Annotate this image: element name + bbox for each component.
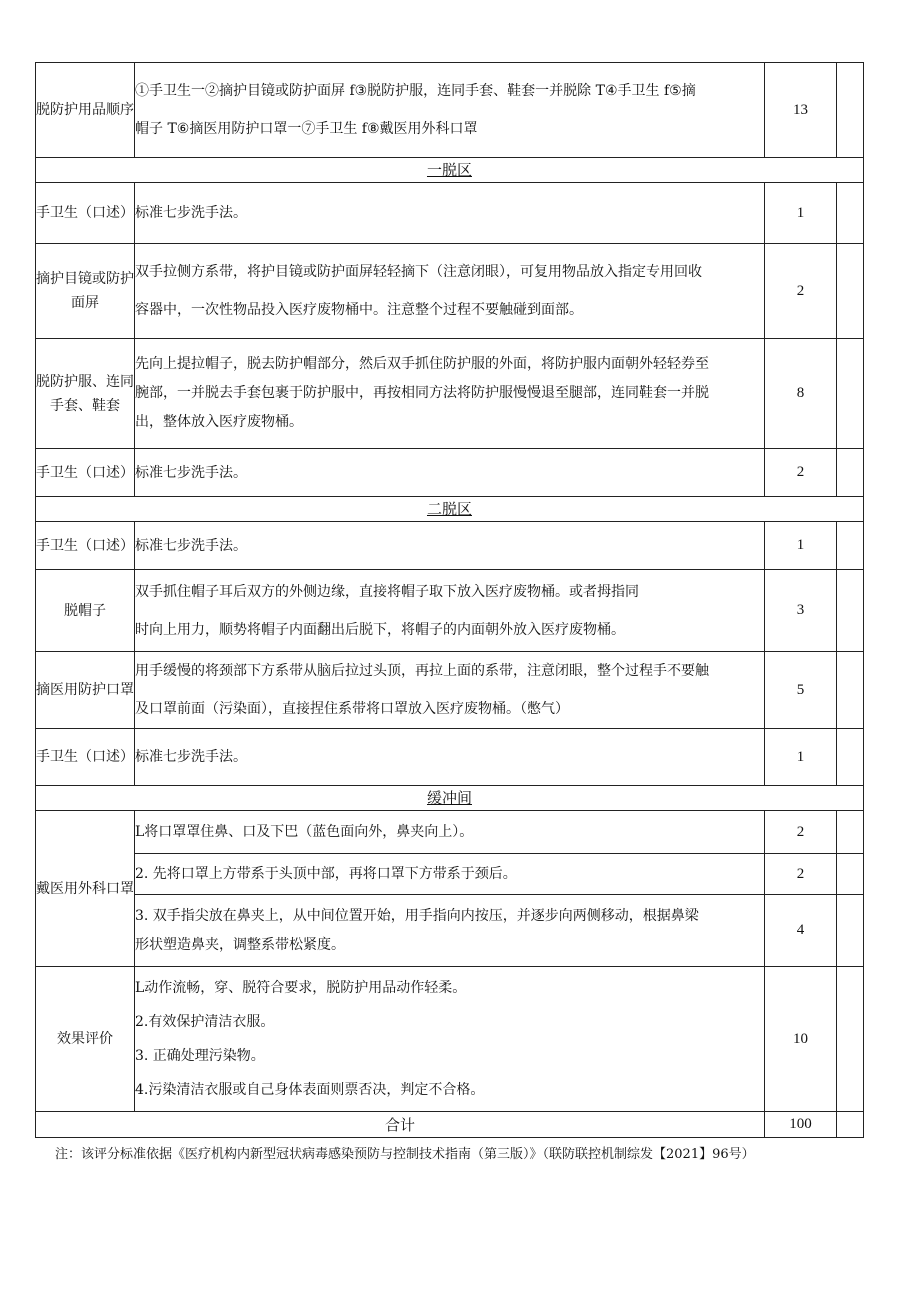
score-cell: 2 xyxy=(765,244,837,339)
item-content: 先向上提拉帽子，脱去防护帽部分，然后双手抓住防护服的外面，将防护服内面朝外轻轻券至 腕部，一并脱去手套包裹于防护服中，再按相同方法将防护服慢慢退至腿部，连同鞋套一并脱 出，整体放入医疗废物桶。 xyxy=(135,339,765,449)
item-name: 手卫生（口述） xyxy=(36,522,135,570)
item-name: 摘护目镜或防护面屏 xyxy=(36,244,135,339)
blank-cell xyxy=(837,339,864,449)
score-cell: 3 xyxy=(765,570,837,652)
item-content: 用手缓慢的将颈部下方系带从脑后拉过头顶，再拉上面的系带，注意闭眼，整个过程手不要触 及口罩前面（污染面），直接捏住系带将口罩放入医疗废物桶。（憋气） xyxy=(135,652,765,729)
score-cell: 2 xyxy=(765,811,837,854)
item-content: 双手抓住帽子耳后双方的外侧边缘，直接将帽子取下放入医疗废物桶。或者拇指同 时向上用力，顺势将帽子内面翻出后脱下，将帽子的内面朝外放入医疗废物桶。 xyxy=(135,570,765,652)
section-row xyxy=(36,158,864,183)
score-cell: 2 xyxy=(765,449,837,497)
total-row xyxy=(36,1112,864,1138)
item-content: 标准七步洗手法。 xyxy=(135,449,765,497)
score-cell: 10 xyxy=(765,967,837,1112)
item-name: 脱帽子 xyxy=(36,570,135,652)
blank-cell xyxy=(837,854,864,895)
table-row xyxy=(36,183,864,244)
scoring-table xyxy=(35,62,864,1138)
item-content: 双手拉侧方系带，将护目镜或防护面屏轻轻摘下（注意闭眼），可复用物品放入指定专用回收 容器中，一次性物品投入医疗废物桶中。注意整个过程不要触碰到面部。 xyxy=(135,244,765,339)
table-row xyxy=(36,895,864,967)
score-cell: 1 xyxy=(765,729,837,786)
item-name: 摘医用防护口罩 xyxy=(36,652,135,729)
table-row xyxy=(36,652,864,729)
score-cell: 2 xyxy=(765,854,837,895)
blank-cell xyxy=(837,183,864,244)
section-header: 二脱区 xyxy=(36,497,864,522)
item-name: 手卫生（口述） xyxy=(36,183,135,244)
item-content: L将口罩罩住鼻、口及下巴（蓝色面向外，鼻夹向上）。 xyxy=(135,811,765,854)
section-header: 缓冲间 xyxy=(36,786,864,811)
table-row xyxy=(36,854,864,895)
item-name: 脱防护用品顺序 xyxy=(36,63,135,158)
table-row xyxy=(36,729,864,786)
total-label: 合计 xyxy=(36,1112,765,1138)
blank-cell xyxy=(837,967,864,1112)
score-cell: 8 xyxy=(765,339,837,449)
item-name: 手卫生（口述） xyxy=(36,729,135,786)
blank-cell xyxy=(837,244,864,339)
table-row xyxy=(36,967,864,1112)
table-row xyxy=(36,449,864,497)
blank-cell xyxy=(837,522,864,570)
score-cell: 1 xyxy=(765,522,837,570)
item-content: 3. 双手指尖放在鼻夹上，从中间位置开始，用手指向内按压，并逐步向两侧移动，根据鼻梁 形状塑造鼻夹，调整系带松紧度。 xyxy=(135,895,765,967)
table-row xyxy=(36,570,864,652)
item-content: 2. 先将口罩上方带系于头顶中部，再将口罩下方带系于颈后。 xyxy=(135,854,765,895)
item-content: 标准七步洗手法。 xyxy=(135,183,765,244)
blank-cell xyxy=(837,811,864,854)
score-cell: 4 xyxy=(765,895,837,967)
item-content: 标准七步洗手法。 xyxy=(135,522,765,570)
blank-cell xyxy=(837,449,864,497)
table-row xyxy=(36,339,864,449)
item-name: 效果评价 xyxy=(36,967,135,1112)
blank-cell xyxy=(837,570,864,652)
blank-cell xyxy=(837,652,864,729)
section-row xyxy=(36,497,864,522)
score-cell: 13 xyxy=(765,63,837,158)
blank-cell xyxy=(837,1112,864,1138)
blank-cell xyxy=(837,895,864,967)
total-score: 100 xyxy=(765,1112,837,1138)
item-content: L动作流畅，穿、脱符合要求，脱防护用品动作轻柔。 2.有效保护清洁衣服。 3. 正确处理污染物。 4.污染清洁衣服或自己身体表面则票否决，判定不合格。 xyxy=(135,967,765,1112)
table-row xyxy=(36,522,864,570)
item-content: ①手卫生一②摘护目镜或防护面屏 f③脱防护服，连同手套、鞋套一并脱除 T④手卫生 f⑤摘 帽子 T⑥摘医用防护口罩一⑦手卫生 f⑧戴医用外科口罩 xyxy=(135,63,765,158)
item-name: 脱防护服、连同手套、鞋套 xyxy=(36,339,135,449)
blank-cell xyxy=(837,63,864,158)
footnote: 注：该评分标准依据《医疗机构内新型冠状病毒感染预防与控制技术指南（第三版）》（联防联控机制综发【2021】96号） xyxy=(55,1147,755,1162)
table-row xyxy=(36,244,864,339)
table-row xyxy=(36,811,864,854)
item-content: 标准七步洗手法。 xyxy=(135,729,765,786)
section-header: 一脱区 xyxy=(36,158,864,183)
section-row xyxy=(36,786,864,811)
item-name: 戴医用外科口罩 xyxy=(36,811,135,967)
score-cell: 5 xyxy=(765,652,837,729)
table-row xyxy=(36,63,864,158)
score-cell: 1 xyxy=(765,183,837,244)
blank-cell xyxy=(837,729,864,786)
item-name: 手卫生（口述） xyxy=(36,449,135,497)
